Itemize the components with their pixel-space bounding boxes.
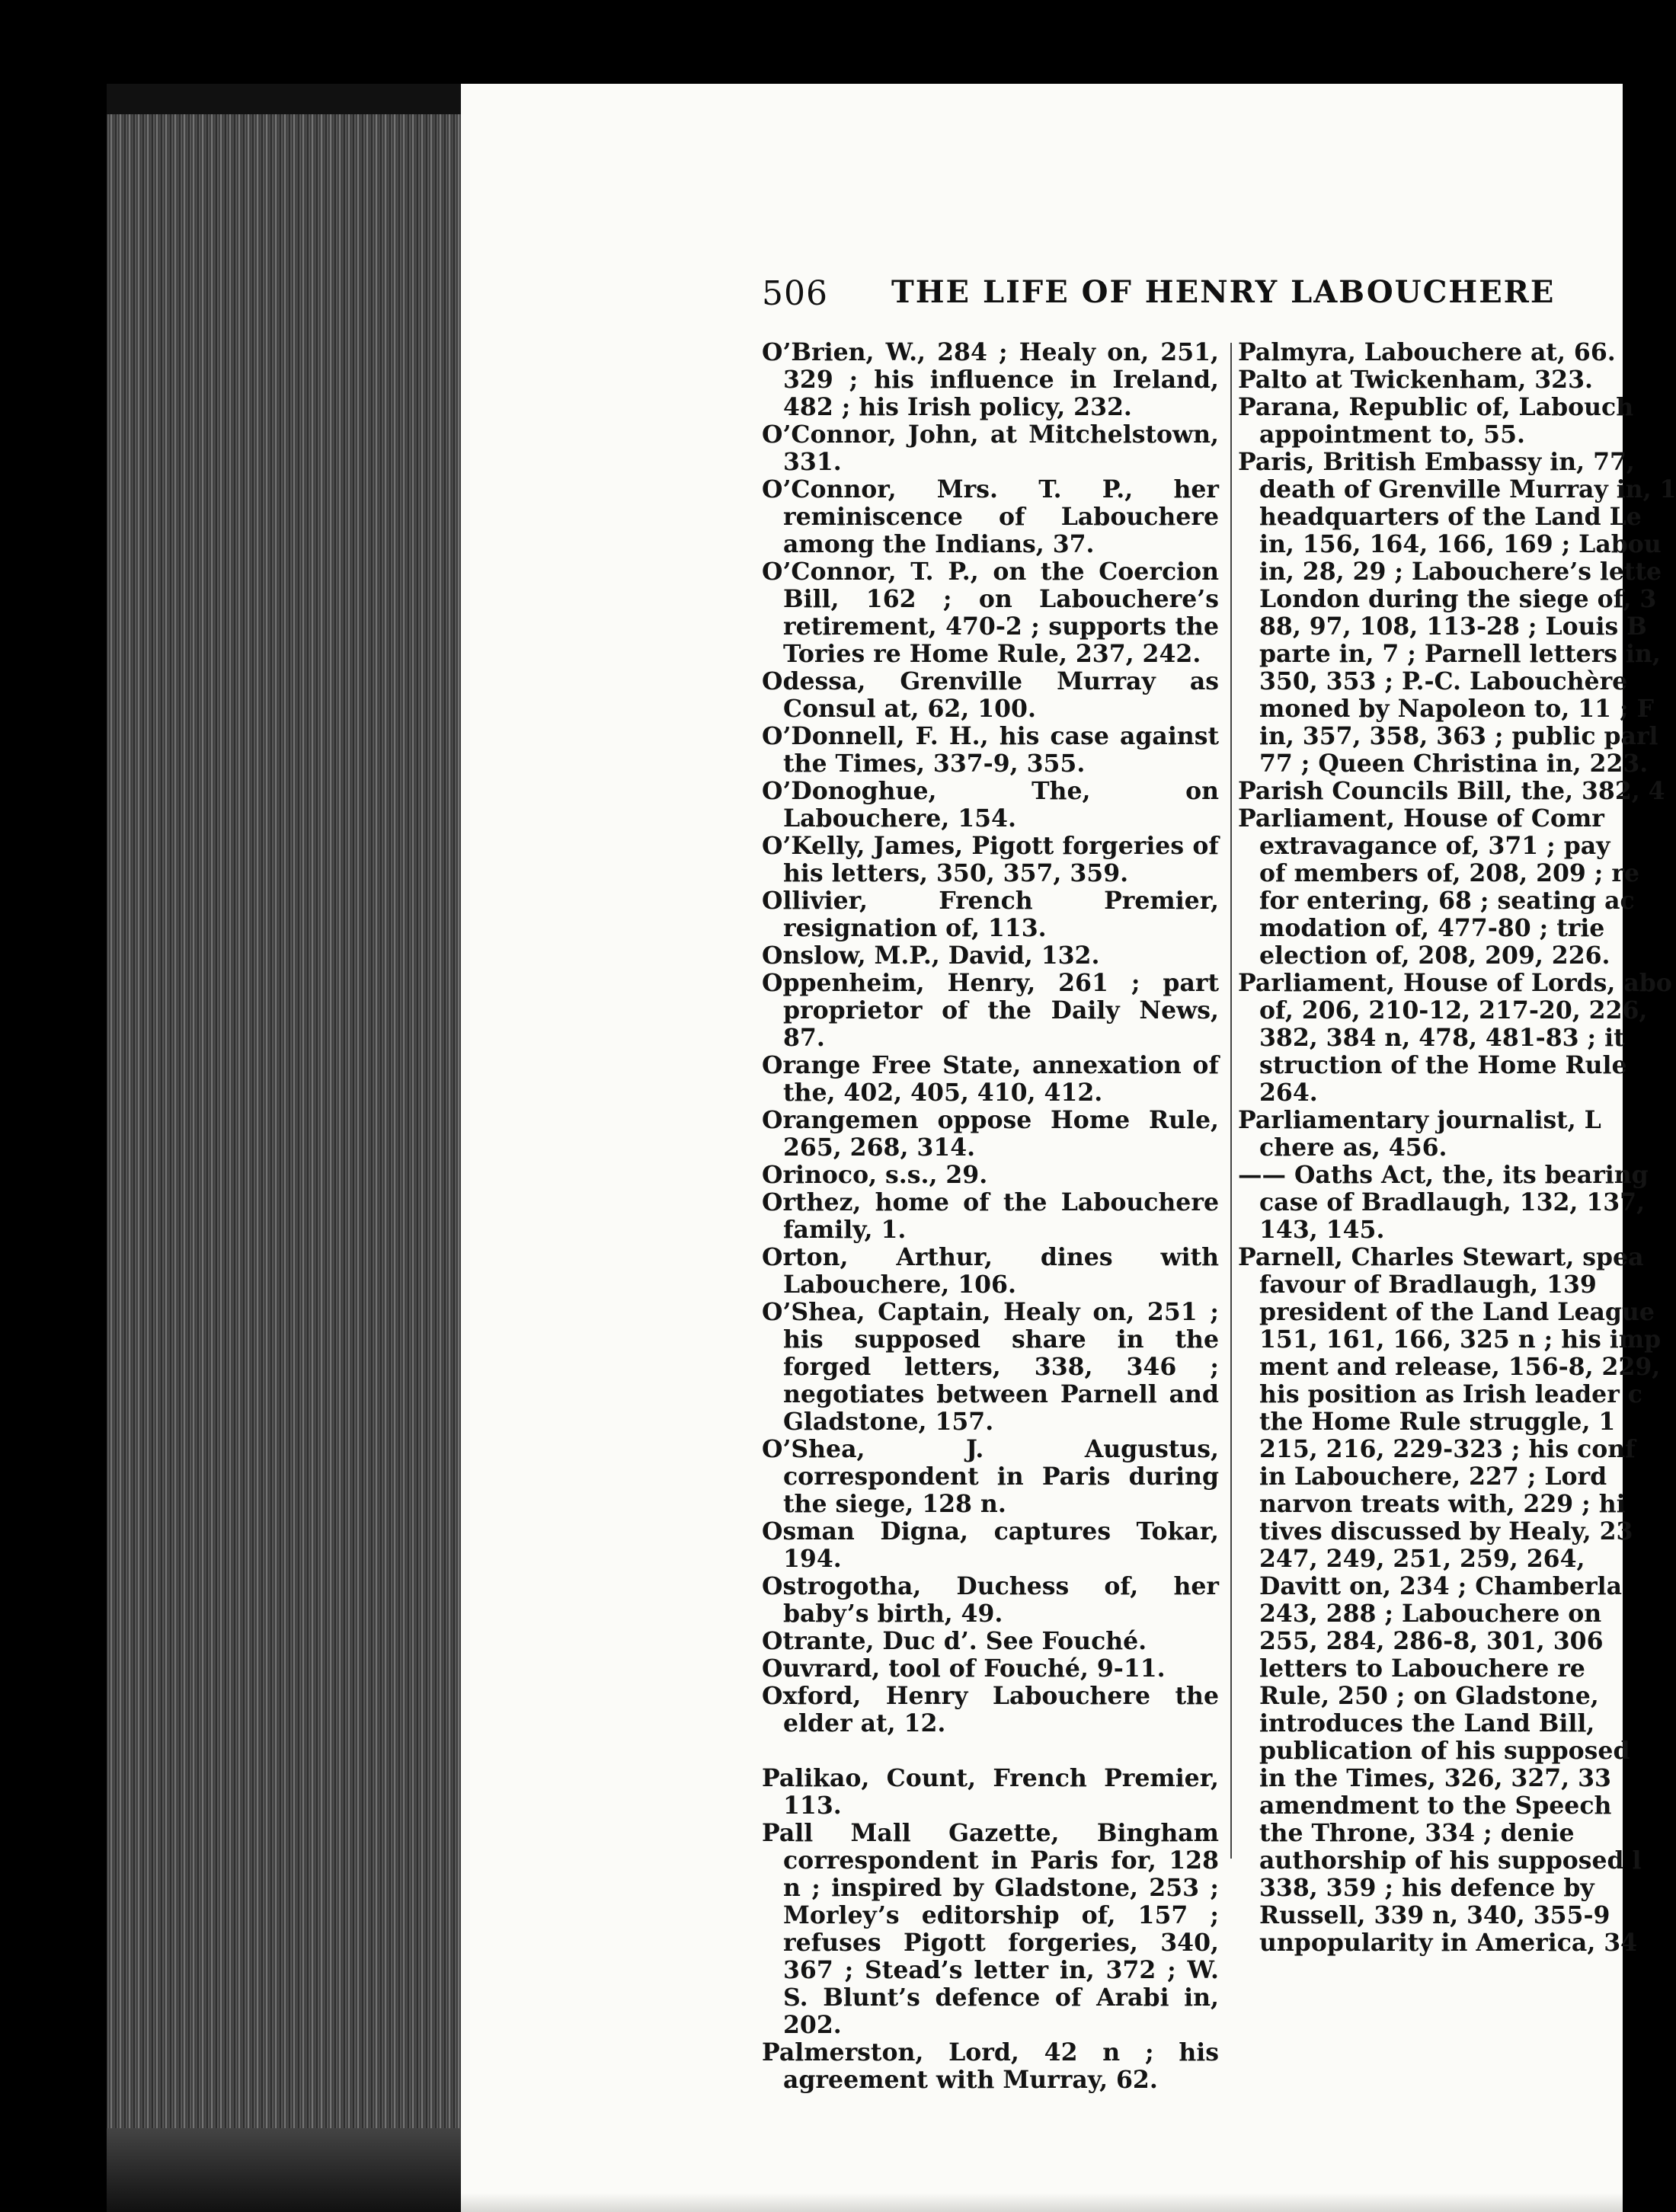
index-entry: O’Brien, W., 284 ; Healy on, 251, 329 ; his influence in Ireland, 482 ; his Irish policy, 232. [762,338,1219,421]
index-entry: Orangemen oppose Home Rule, 265, 268, 314. [762,1106,1219,1162]
index-entry: Orinoco, s.s., 29. [762,1161,988,1189]
running-title: THE LIFE OF HENRY LABOUCHERE [891,274,1556,310]
index-entry: favour of Bradlaugh, 139 [1259,1271,1597,1299]
index-entry: unpopularity in America, 34 [1259,1929,1638,1957]
index-entry: Paris, British Embassy in, 77, [1238,448,1635,476]
index-entry: election of, 208, 209, 226. [1259,941,1610,970]
index-entry: moned by Napoleon to, 11 ; F [1259,695,1654,723]
index-entry: O’Donoghue, The, on Labouchere, 154. [762,777,1219,833]
index-entry: for entering, 68 ; seating ac [1259,887,1635,915]
index-entry: Ollivier, French Premier, resignation of, 113. [762,887,1219,942]
index-entry: Parnell, Charles Stewart, spea [1238,1243,1644,1271]
index-entry: death of Grenville Murray in, 1 [1259,475,1676,503]
index-entry: 88, 97, 108, 113-28 ; Louis B [1259,612,1647,641]
index-entry: O’Kelly, James, Pigott forgeries of his letters, 350, 357, 359. [762,832,1219,887]
index-gap [762,1737,1219,1765]
index-entry: publication of his supposed [1259,1737,1630,1765]
page-bottom-shadow [461,2193,1623,2212]
index-entry: O’Connor, T. P., on the Coercion Bill, 162 ; on Labouchere’s retirement, 470-2 ; supports the Tories re Home Rule, 237, 242. [762,558,1219,668]
index-entry: the Home Rule struggle, 1 [1259,1408,1616,1436]
index-entry: his position as Irish leader c [1259,1380,1642,1408]
index-entry: Orange Free State, annexation of the, 402, 405, 410, 412. [762,1051,1219,1107]
index-entry: Oppenheim, Henry, 261 ; part proprietor of the Daily News, 87. [762,969,1219,1052]
index-entry: 350, 353 ; P.-C. Labouchère [1259,667,1628,695]
index-entry: Davitt on, 234 ; Chamberla [1259,1572,1622,1600]
index-entry: president of the Land League [1259,1298,1655,1326]
column-divider [1230,343,1232,1859]
scan-top-border [0,0,1623,84]
index-entry: O’Connor, Mrs. T. P., her reminiscence of Labouchere among the Indians, 37. [762,475,1219,558]
index-entry: Orthez, home of the Labouchere family, 1. [762,1188,1219,1244]
index-entry: London during the siege of, 3 [1259,585,1657,613]
index-entry: Ouvrard, tool of Fouché, 9-11. [762,1654,1166,1683]
index-entry: 247, 249, 251, 259, 264, [1259,1545,1585,1573]
index-entry: 77 ; Queen Christina in, 223. [1259,750,1649,778]
index-column-left [762,339,1219,2094]
index-entry: Otrante, Duc d’. See Fouché. [762,1627,1147,1655]
index-entry: ment and release, 156-8, 229, [1259,1353,1661,1381]
index-entry: amendment to the Speech [1259,1792,1612,1820]
index-entry: Onslow, M.P., David, 132. [762,941,1100,970]
index-entry: letters to Labouchere re [1259,1654,1585,1683]
index-entry: O’Shea, J. Augustus, correspondent in Paris during the siege, 128 n. [762,1435,1219,1518]
index-entry: extravagance of, 371 ; pay [1259,832,1610,860]
index-entry: Parish Councils Bill, the, 382, 4 [1238,777,1665,805]
index-entry: Parliament, House of Lords, abo [1238,969,1672,997]
index-entry: 338, 359 ; his defence by [1259,1874,1594,1902]
index-entry: in Labouchere, 227 ; Lord [1259,1462,1607,1491]
index-entry: appointment to, 55. [1259,420,1525,449]
index-entry: O’Shea, Captain, Healy on, 251 ; his supposed share in the forged letters, 338, 346 ; negotiates between Parnell and Gladstone, 157. [762,1298,1219,1436]
index-entry: of members of, 208, 209 ; re [1259,859,1640,887]
index-entry: Pall Mall Gazette, Bingham correspondent in Paris for, 128 n ; inspired by Gladstone, 253 ; Morley’s editorship of, 157 ; refuses Pigott forgeries, 340, 367 ; Stead’s letter in, 372 ; W. S. Blunt’s defence of Arabi in, 202. [762,1819,1219,2039]
index-entry: 255, 284, 286-8, 301, 306 [1259,1627,1604,1655]
index-entry: tives discussed by Healy, 23 [1259,1517,1633,1546]
index-entry: Parliament, House of Comr [1238,804,1604,833]
index-entry: 151, 161, 166, 325 n ; his imp [1259,1325,1662,1354]
index-entry: Palto at Twickenham, 323. [1238,366,1593,394]
index-entry: Palmerston, Lord, 42 n ; his agreement with Murray, 62. [762,2038,1219,2094]
page-number: 506 [762,274,828,313]
index-entry: —— Oaths Act, the, its bearing [1238,1161,1649,1189]
index-column-right [1238,338,1676,1957]
index-entry: in the Times, 326, 327, 33 [1259,1764,1611,1792]
index-entry: introduces the Land Bill, [1259,1709,1595,1737]
book-page-edges [107,84,522,2212]
index-entry: Orton, Arthur, dines with Labouchere, 106. [762,1243,1219,1299]
index-entry: authorship of his supposed l [1259,1846,1642,1875]
index-entry: parte in, 7 ; Parnell letters in, [1259,640,1661,668]
index-entry: O’Donnell, F. H., his case against the Times, 337-9, 355. [762,722,1219,778]
index-entry: chere as, 456. [1259,1133,1447,1162]
index-entry: 243, 288 ; Labouchere on [1259,1600,1602,1628]
index-entry: in, 357, 358, 363 ; public parl [1259,722,1658,750]
index-entry: 143, 145. [1259,1216,1385,1244]
index-entry: modation of, 477-80 ; trie [1259,914,1605,942]
index-entry: in, 156, 164, 166, 169 ; Labou [1259,530,1662,558]
index-entry: of, 206, 210-12, 217-20, 226, [1259,996,1648,1024]
index-entry: Parliamentary journalist, L [1238,1106,1601,1134]
index-entry: the Throne, 334 ; denie [1259,1819,1575,1847]
index-entry: Osman Digna, captures Tokar, 194. [762,1517,1219,1573]
index-entry: 382, 384 n, 478, 481-83 ; it [1259,1024,1625,1052]
index-entry: O’Connor, John, at Mitchelstown, 331. [762,420,1219,476]
index-entry: case of Bradlaugh, 132, 137, [1259,1188,1646,1216]
index-entry: 264. [1259,1079,1318,1107]
scan-left-border [0,0,107,2212]
index-entry: narvon treats with, 229 ; hi [1259,1490,1626,1518]
index-entry: 215, 216, 229-323 ; his conf [1259,1435,1636,1463]
index-entry: Parana, Republic of, Labouch [1238,393,1634,421]
index-entry: Odessa, Grenville Murray as Consul at, 62, 100. [762,667,1219,723]
index-entry: Oxford, Henry Labouchere the elder at, 12. [762,1682,1219,1737]
index-entry: Ostrogotha, Duchess of, her baby’s birth, 49. [762,1572,1219,1628]
index-entry: Palmyra, Labouchere at, 66. [1238,338,1616,366]
index-entry: in, 28, 29 ; Labouchere’s lette [1259,558,1662,586]
index-entry: Rule, 250 ; on Gladstone, [1259,1682,1599,1710]
index-entry: headquarters of the Land Le [1259,503,1642,531]
index-entry: Russell, 339 n, 340, 355-9 [1259,1901,1610,1929]
index-entry: Palikao, Count, French Premier, 113. [762,1764,1219,1820]
index-entry: struction of the Home Rule [1259,1051,1627,1079]
